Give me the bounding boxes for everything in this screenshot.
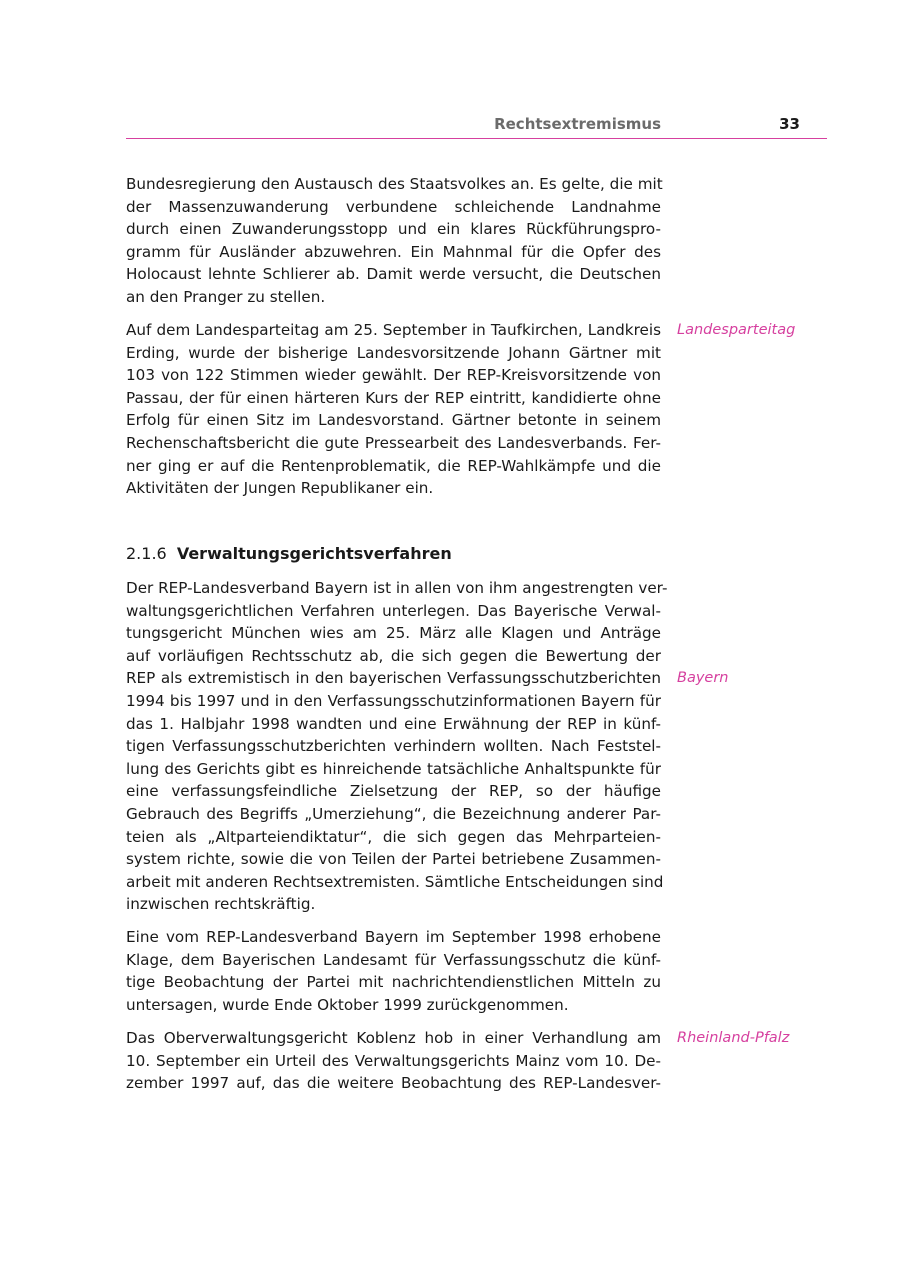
margin-note-bayern: Bayern xyxy=(677,670,729,686)
paragraph-1-text xyxy=(126,173,661,309)
page-number: 33 xyxy=(779,115,800,133)
running-header xyxy=(126,114,827,139)
section-number: 2.1.6 xyxy=(126,544,167,563)
text-line: REP als extremistisch in den bayerischen Verfassungsschutzberichten xyxy=(126,669,661,688)
text-line: an den Pranger zu stellen. xyxy=(126,287,326,306)
text-line: durch einen Zuwanderungsstopp und ein klares Rückführungspro- xyxy=(126,220,661,239)
text-line: 103 von 122 Stimmen wieder gewählt. Der REP-Kreisvorsitzende von xyxy=(126,366,661,385)
section-heading xyxy=(126,543,452,565)
paragraph-1 xyxy=(126,173,661,309)
text-line: Passau, der für einen härteren Kurs der REP eintritt, kandidierte ohne xyxy=(126,388,661,407)
text-line: 10. September ein Urteil des Verwaltungsgerichts Mainz vom 10. De- xyxy=(126,1051,661,1070)
text-line: Erfolg für einen Sitz im Landesvorstand. Gärtner betonte in seinem xyxy=(126,411,661,430)
paragraph-3 xyxy=(126,577,668,916)
text-line: untersagen, wurde Ende Oktober 1999 zurückgenommen. xyxy=(126,995,569,1014)
running-header-title: Rechtsextremismus xyxy=(494,115,661,133)
text-line: system richte, sowie die von Teilen der Partei betriebene Zusammen- xyxy=(126,850,661,869)
text-line: tungsgericht München wies am 25. März alle Klagen und Anträge xyxy=(126,624,661,643)
text-line: Erding, wurde der bisherige Landesvorsitzende Johann Gärtner mit xyxy=(126,343,661,362)
text-line: lung des Gerichts gibt es hinreichende tatsächliche Anhaltspunkte für xyxy=(126,759,661,778)
text-line: Gebrauch des Begriffs „Umerziehung“, die Bezeichnung anderer Par- xyxy=(126,804,661,823)
text-line: Eine vom REP-Landesverband Bayern im September 1998 erhobene xyxy=(126,928,661,946)
paragraph-2-text xyxy=(126,319,661,500)
margin-note-rheinland-pfalz: Rheinland-Pfalz xyxy=(677,1030,790,1046)
text-line: arbeit mit anderen Rechtsextremisten. Sämtliche Entscheidungen sind xyxy=(126,872,664,891)
text-line: ner ging er auf die Rentenproblematik, die REP-Wahlkämpfe und die xyxy=(126,456,661,475)
text-line: Klage, dem Bayerischen Landesamt für Verfassungsschutz die künf- xyxy=(126,950,661,969)
paragraph-3-text xyxy=(126,577,668,916)
text-line: auf vorläufigen Rechtsschutz ab, die sich gegen die Bewertung der xyxy=(126,646,661,665)
text-line: das 1. Halbjahr 1998 wandten und eine Erwähnung der REP in künf- xyxy=(126,714,661,733)
text-line: 1994 bis 1997 und in den Verfassungsschutzinformationen Bayern für xyxy=(126,691,661,710)
text-line: Rechenschaftsbericht die gute Pressearbeit des Landesverbands. Fer- xyxy=(126,433,661,452)
section-title: Verwaltungsgerichtsverfahren xyxy=(176,544,452,563)
text-line: tige Beobachtung der Partei mit nachrichtendienstlichen Mitteln zu xyxy=(126,973,661,992)
text-line: Auf dem Landesparteitag am 25. September in Taufkirchen, Landkreis xyxy=(126,321,661,339)
text-line: eine verfassungsfeindliche Zielsetzung der REP, so der häufige xyxy=(126,782,661,801)
paragraph-4-text xyxy=(126,926,661,1016)
text-line: zember 1997 auf, das die weitere Beobachtung des REP-Landesver- xyxy=(126,1074,661,1093)
margin-note-landesparteitag: Landesparteitag xyxy=(677,322,796,338)
text-line: waltungsgerichtlichen Verfahren unterlegen. Das Bayerische Verwal- xyxy=(126,601,661,620)
text-line: Bundesregierung den Austausch des Staatsvolkes an. Es gelte, die mit xyxy=(126,175,663,193)
paragraph-2 xyxy=(126,319,661,500)
text-line: teien als „Altparteiendiktatur“, die sich gegen das Mehrparteien- xyxy=(126,827,661,846)
text-line: Das Oberverwaltungsgericht Koblenz hob in einer Verhandlung am xyxy=(126,1029,661,1047)
paragraph-5 xyxy=(126,1027,661,1095)
paragraph-4 xyxy=(126,926,661,1016)
text-line: der Massenzuwanderung verbundene schleichende Landnahme xyxy=(126,197,661,216)
text-line: tigen Verfassungsschutzberichten verhindern wollten. Nach Feststel- xyxy=(126,737,661,756)
text-line: gramm für Ausländer abzuwehren. Ein Mahnmal für die Opfer des xyxy=(126,242,661,261)
text-line: inzwischen rechtskräftig. xyxy=(126,895,316,914)
text-line: Der REP-Landesverband Bayern ist in allen von ihm angestrengten ver- xyxy=(126,579,668,597)
text-line: Aktivitäten der Jungen Republikaner ein. xyxy=(126,479,434,498)
paragraph-5-text xyxy=(126,1027,661,1095)
text-line: Holocaust lehnte Schlierer ab. Damit werde versucht, die Deutschen xyxy=(126,265,661,284)
